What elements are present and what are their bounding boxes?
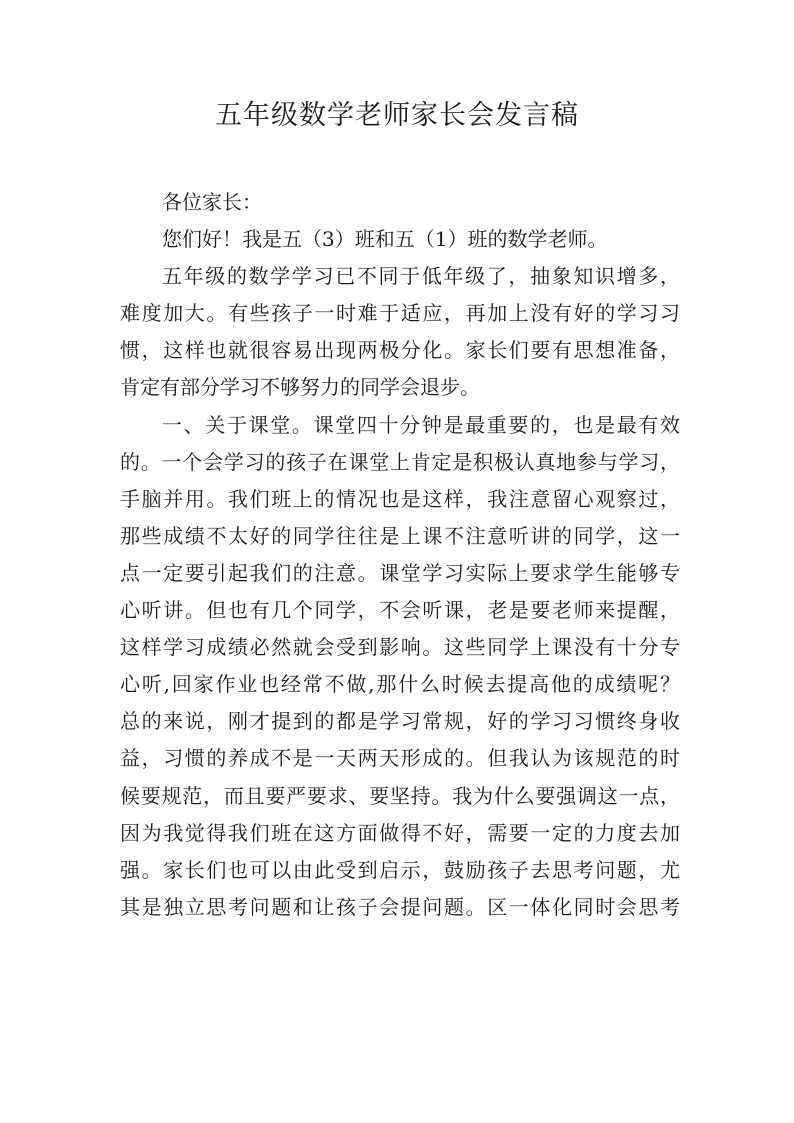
document-body bbox=[120, 184, 680, 926]
text-line: 惯，这样也就很容易出现两极分化。家长们要有思想准备， bbox=[120, 338, 680, 363]
text-line: 的。一个会学习的孩子在课堂上肯定是积极认真地参与学习， bbox=[120, 449, 680, 474]
text-line: 难度加大。有些孩子一时难于适应，再加上没有好的学习习 bbox=[120, 301, 680, 326]
text-line: 肯定有部分学习不够努力的同学会退步。 bbox=[120, 375, 480, 400]
text-line: 一、关于课堂。课堂四十分钟是最重要的，也是最有效 bbox=[162, 412, 680, 437]
text-line: 益，习惯的养成不是一天两天形成的。但我认为该规范的时 bbox=[120, 746, 680, 771]
text-line: 这样学习成绩必然就会受到影响。这些同学上课没有十分专 bbox=[120, 635, 680, 660]
text-line: 总的来说，刚才提到的都是学习常规，好的学习习惯终身收 bbox=[120, 709, 680, 734]
text-line: 心听,回家作业也经常不做,那什么时候去提高他的成绩呢？ bbox=[120, 672, 680, 697]
document-title: 五年级数学老师家长会发言稿 bbox=[215, 100, 579, 131]
text-line: 各位家长： bbox=[162, 190, 262, 214]
text-line: 您们好！我是五（3）班和五（1）班的数学老师。 bbox=[162, 227, 608, 252]
text-line: 强。家长们也可以由此受到启示，鼓励孩子去思考问题，尤 bbox=[120, 857, 680, 882]
text-line: 点一定要引起我们的注意。课堂学习实际上要求学生能够专 bbox=[120, 560, 680, 585]
text-line: 手脑并用。我们班上的情况也是这样，我注意留心观察过， bbox=[120, 486, 680, 511]
text-line: 候要规范，而且要严要求、要坚持。我为什么要强调这一点， bbox=[120, 783, 680, 808]
text-line: 心听讲。但也有几个同学，不会听课，老是要老师来提醒， bbox=[120, 598, 680, 623]
text-line: 因为我觉得我们班在这方面做得不好，需要一定的力度去加 bbox=[120, 820, 680, 845]
text-line: 其是独立思考问题和让孩子会提问题。区一体化同时会思考 bbox=[120, 894, 680, 919]
text-line: 五年级的数学学习已不同于低年级了，抽象知识增多， bbox=[162, 264, 680, 289]
text-line: 那些成绩不太好的同学往往是上课不注意听讲的同学，这一 bbox=[120, 523, 680, 548]
